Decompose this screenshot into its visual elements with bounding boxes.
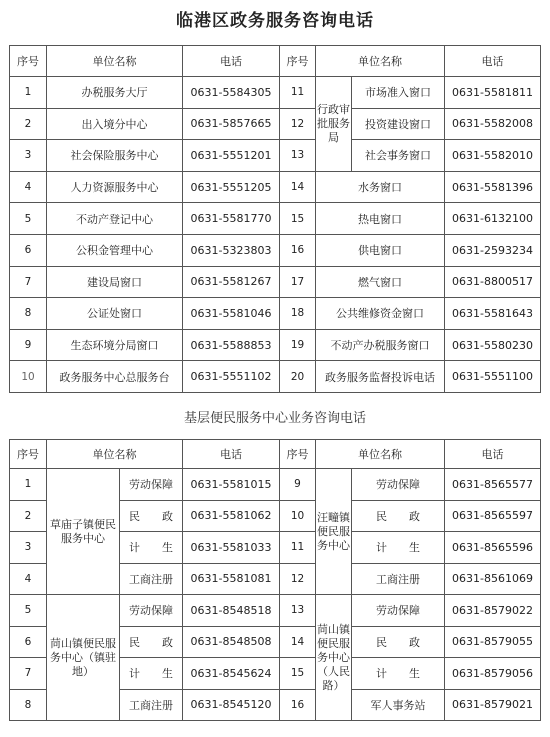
section-subtitle: 基层便民服务中心业务咨询电话 <box>183 411 366 426</box>
row-number: 5 <box>10 203 47 235</box>
row-number: 15 <box>280 203 316 235</box>
row-number: 15 <box>280 658 316 690</box>
phone-number: 0631-8561069 <box>445 563 541 595</box>
phone-number: 0631-5581062 <box>183 500 280 532</box>
unit-name: 供电窗口 <box>316 234 445 266</box>
phone-number: 0631-2593234 <box>445 234 541 266</box>
row-number: 11 <box>280 532 316 564</box>
column-header: 电话 <box>445 440 541 469</box>
column-header: 序号 <box>10 440 47 469</box>
row-number: 6 <box>10 234 47 266</box>
phone-number: 0631-5857665 <box>183 108 280 140</box>
column-header: 电话 <box>183 46 280 77</box>
column-header: 单位名称 <box>316 440 445 469</box>
table-header-row <box>10 440 541 469</box>
group-label-qingshan-town: 苘山镇便民服务中心（镇驻地） <box>47 595 120 721</box>
phone-number: 0631-5581770 <box>183 203 280 235</box>
group-label-wangtuan: 汪疃镇便民服务中心 <box>316 469 352 595</box>
column-header: 序号 <box>280 46 316 77</box>
row-number: 8 <box>10 689 47 721</box>
table-row <box>10 171 541 203</box>
phone-number: 0631-8579021 <box>445 689 541 721</box>
table-row <box>10 140 541 172</box>
column-header: 单位名称 <box>47 440 183 469</box>
table-row <box>10 266 541 298</box>
department-name: 民 政 <box>352 626 445 658</box>
phone-number: 0631-5323803 <box>183 234 280 266</box>
row-number: 19 <box>280 329 316 361</box>
row-number: 14 <box>280 171 316 203</box>
row-number: 2 <box>10 500 47 532</box>
column-header: 单位名称 <box>47 46 183 77</box>
row-number: 6 <box>10 626 47 658</box>
department-name: 民 政 <box>120 626 183 658</box>
department-name: 工商注册 <box>120 563 183 595</box>
row-number: 9 <box>280 469 316 501</box>
phone-number: 0631-5581267 <box>183 266 280 298</box>
phone-number: 0631-8545120 <box>183 689 280 721</box>
department-name: 计 生 <box>120 532 183 564</box>
row-number: 13 <box>280 140 316 172</box>
phone-number: 0631-5582010 <box>445 140 541 172</box>
column-header: 序号 <box>280 440 316 469</box>
phone-number: 0631-5581643 <box>445 298 541 330</box>
phone-number: 0631-5580230 <box>445 329 541 361</box>
row-number: 4 <box>10 171 47 203</box>
department-name: 军人事务站 <box>352 689 445 721</box>
department-name: 计 生 <box>352 658 445 690</box>
phone-number: 0631-8579022 <box>445 595 541 627</box>
row-number: 1 <box>10 469 47 501</box>
unit-name: 投资建设窗口 <box>352 108 445 140</box>
phone-number: 0631-5581081 <box>183 563 280 595</box>
unit-name: 政务服务中心总服务台 <box>47 361 183 393</box>
table-row <box>10 361 541 393</box>
department-name: 劳动保障 <box>120 469 183 501</box>
column-header: 电话 <box>445 46 541 77</box>
column-header: 序号 <box>10 46 47 77</box>
unit-name: 建设局窗口 <box>47 266 183 298</box>
phone-number: 0631-8565597 <box>445 500 541 532</box>
row-number: 14 <box>280 626 316 658</box>
department-name: 计 生 <box>120 658 183 690</box>
row-number: 7 <box>10 266 47 298</box>
phone-number: 0631-5584305 <box>183 77 280 109</box>
department-name: 工商注册 <box>352 563 445 595</box>
table-row <box>10 469 541 501</box>
table-row <box>10 77 541 109</box>
phone-number: 0631-8565577 <box>445 469 541 501</box>
unit-name: 生态环境分局窗口 <box>47 329 183 361</box>
row-number: 12 <box>280 563 316 595</box>
phone-number: 0631-5581015 <box>183 469 280 501</box>
department-name: 劳动保障 <box>352 595 445 627</box>
department-name: 工商注册 <box>120 689 183 721</box>
table-row <box>10 234 541 266</box>
unit-name: 政务服务监督投诉电话 <box>316 361 445 393</box>
column-header: 电话 <box>183 440 280 469</box>
department-name: 民 政 <box>120 500 183 532</box>
table-row <box>10 329 541 361</box>
phone-number: 0631-5581396 <box>445 171 541 203</box>
department-name: 劳动保障 <box>120 595 183 627</box>
phone-number: 0631-8565596 <box>445 532 541 564</box>
unit-name: 水务窗口 <box>316 171 445 203</box>
row-number: 3 <box>10 140 47 172</box>
row-number: 1 <box>10 77 47 109</box>
phone-number: 0631-5551102 <box>183 361 280 393</box>
row-number: 11 <box>280 77 316 109</box>
row-number: 16 <box>280 689 316 721</box>
phone-number: 0631-5581033 <box>183 532 280 564</box>
row-number: 17 <box>280 266 316 298</box>
community-service-phone-table <box>9 439 541 721</box>
group-label-caomiaozi: 草庙子镇便民服务中心 <box>47 469 120 595</box>
row-number: 16 <box>280 234 316 266</box>
phone-number: 0631-8579055 <box>445 626 541 658</box>
unit-name: 人力资源服务中心 <box>47 171 183 203</box>
table-header-row <box>10 46 541 77</box>
column-header: 单位名称 <box>316 46 445 77</box>
phone-number: 0631-5581046 <box>183 298 280 330</box>
unit-name: 公证处窗口 <box>47 298 183 330</box>
unit-name: 社会事务窗口 <box>352 140 445 172</box>
unit-name: 不动产登记中心 <box>47 203 183 235</box>
row-number: 2 <box>10 108 47 140</box>
group-label-qingshan-renmin-road: 苘山镇便民服务中心（人民路） <box>316 595 352 721</box>
unit-name: 热电窗口 <box>316 203 445 235</box>
phone-number: 0631-8800517 <box>445 266 541 298</box>
row-number: 13 <box>280 595 316 627</box>
table-row <box>10 108 541 140</box>
phone-number: 0631-8548518 <box>183 595 280 627</box>
unit-name: 不动产办税服务窗口 <box>316 329 445 361</box>
unit-name: 市场准入窗口 <box>352 77 445 109</box>
row-number: 20 <box>280 361 316 393</box>
row-number: 8 <box>10 298 47 330</box>
row-number: 10 <box>280 500 316 532</box>
row-number: 18 <box>280 298 316 330</box>
row-number: 9 <box>10 329 47 361</box>
unit-name: 公积金管理中心 <box>47 234 183 266</box>
table-row <box>10 595 541 627</box>
row-number: 10 <box>10 361 47 393</box>
row-number: 4 <box>10 563 47 595</box>
unit-name: 公共维修资金窗口 <box>316 298 445 330</box>
row-number: 7 <box>10 658 47 690</box>
phone-number: 0631-8548508 <box>183 626 280 658</box>
row-number: 12 <box>280 108 316 140</box>
phone-number: 0631-5582008 <box>445 108 541 140</box>
unit-name: 燃气窗口 <box>316 266 445 298</box>
unit-name: 出入境分中心 <box>47 108 183 140</box>
phone-number: 0631-5588853 <box>183 329 280 361</box>
department-name: 劳动保障 <box>352 469 445 501</box>
page-title: 临港区政务服务咨询电话 <box>176 11 374 31</box>
phone-number: 0631-5581811 <box>445 77 541 109</box>
row-number: 3 <box>10 532 47 564</box>
unit-name: 社会保险服务中心 <box>47 140 183 172</box>
table-row <box>10 203 541 235</box>
group-label-admin-approval: 行政审批服务局 <box>316 77 352 172</box>
phone-number: 0631-6132100 <box>445 203 541 235</box>
phone-number: 0631-5551100 <box>445 361 541 393</box>
phone-number: 0631-5551201 <box>183 140 280 172</box>
unit-name: 办税服务大厅 <box>47 77 183 109</box>
row-number: 5 <box>10 595 47 627</box>
government-service-phone-table <box>9 45 541 393</box>
department-name: 计 生 <box>352 532 445 564</box>
table-row <box>10 298 541 330</box>
phone-number: 0631-8545624 <box>183 658 280 690</box>
department-name: 民 政 <box>352 500 445 532</box>
phone-number: 0631-5551205 <box>183 171 280 203</box>
phone-number: 0631-8579056 <box>445 658 541 690</box>
